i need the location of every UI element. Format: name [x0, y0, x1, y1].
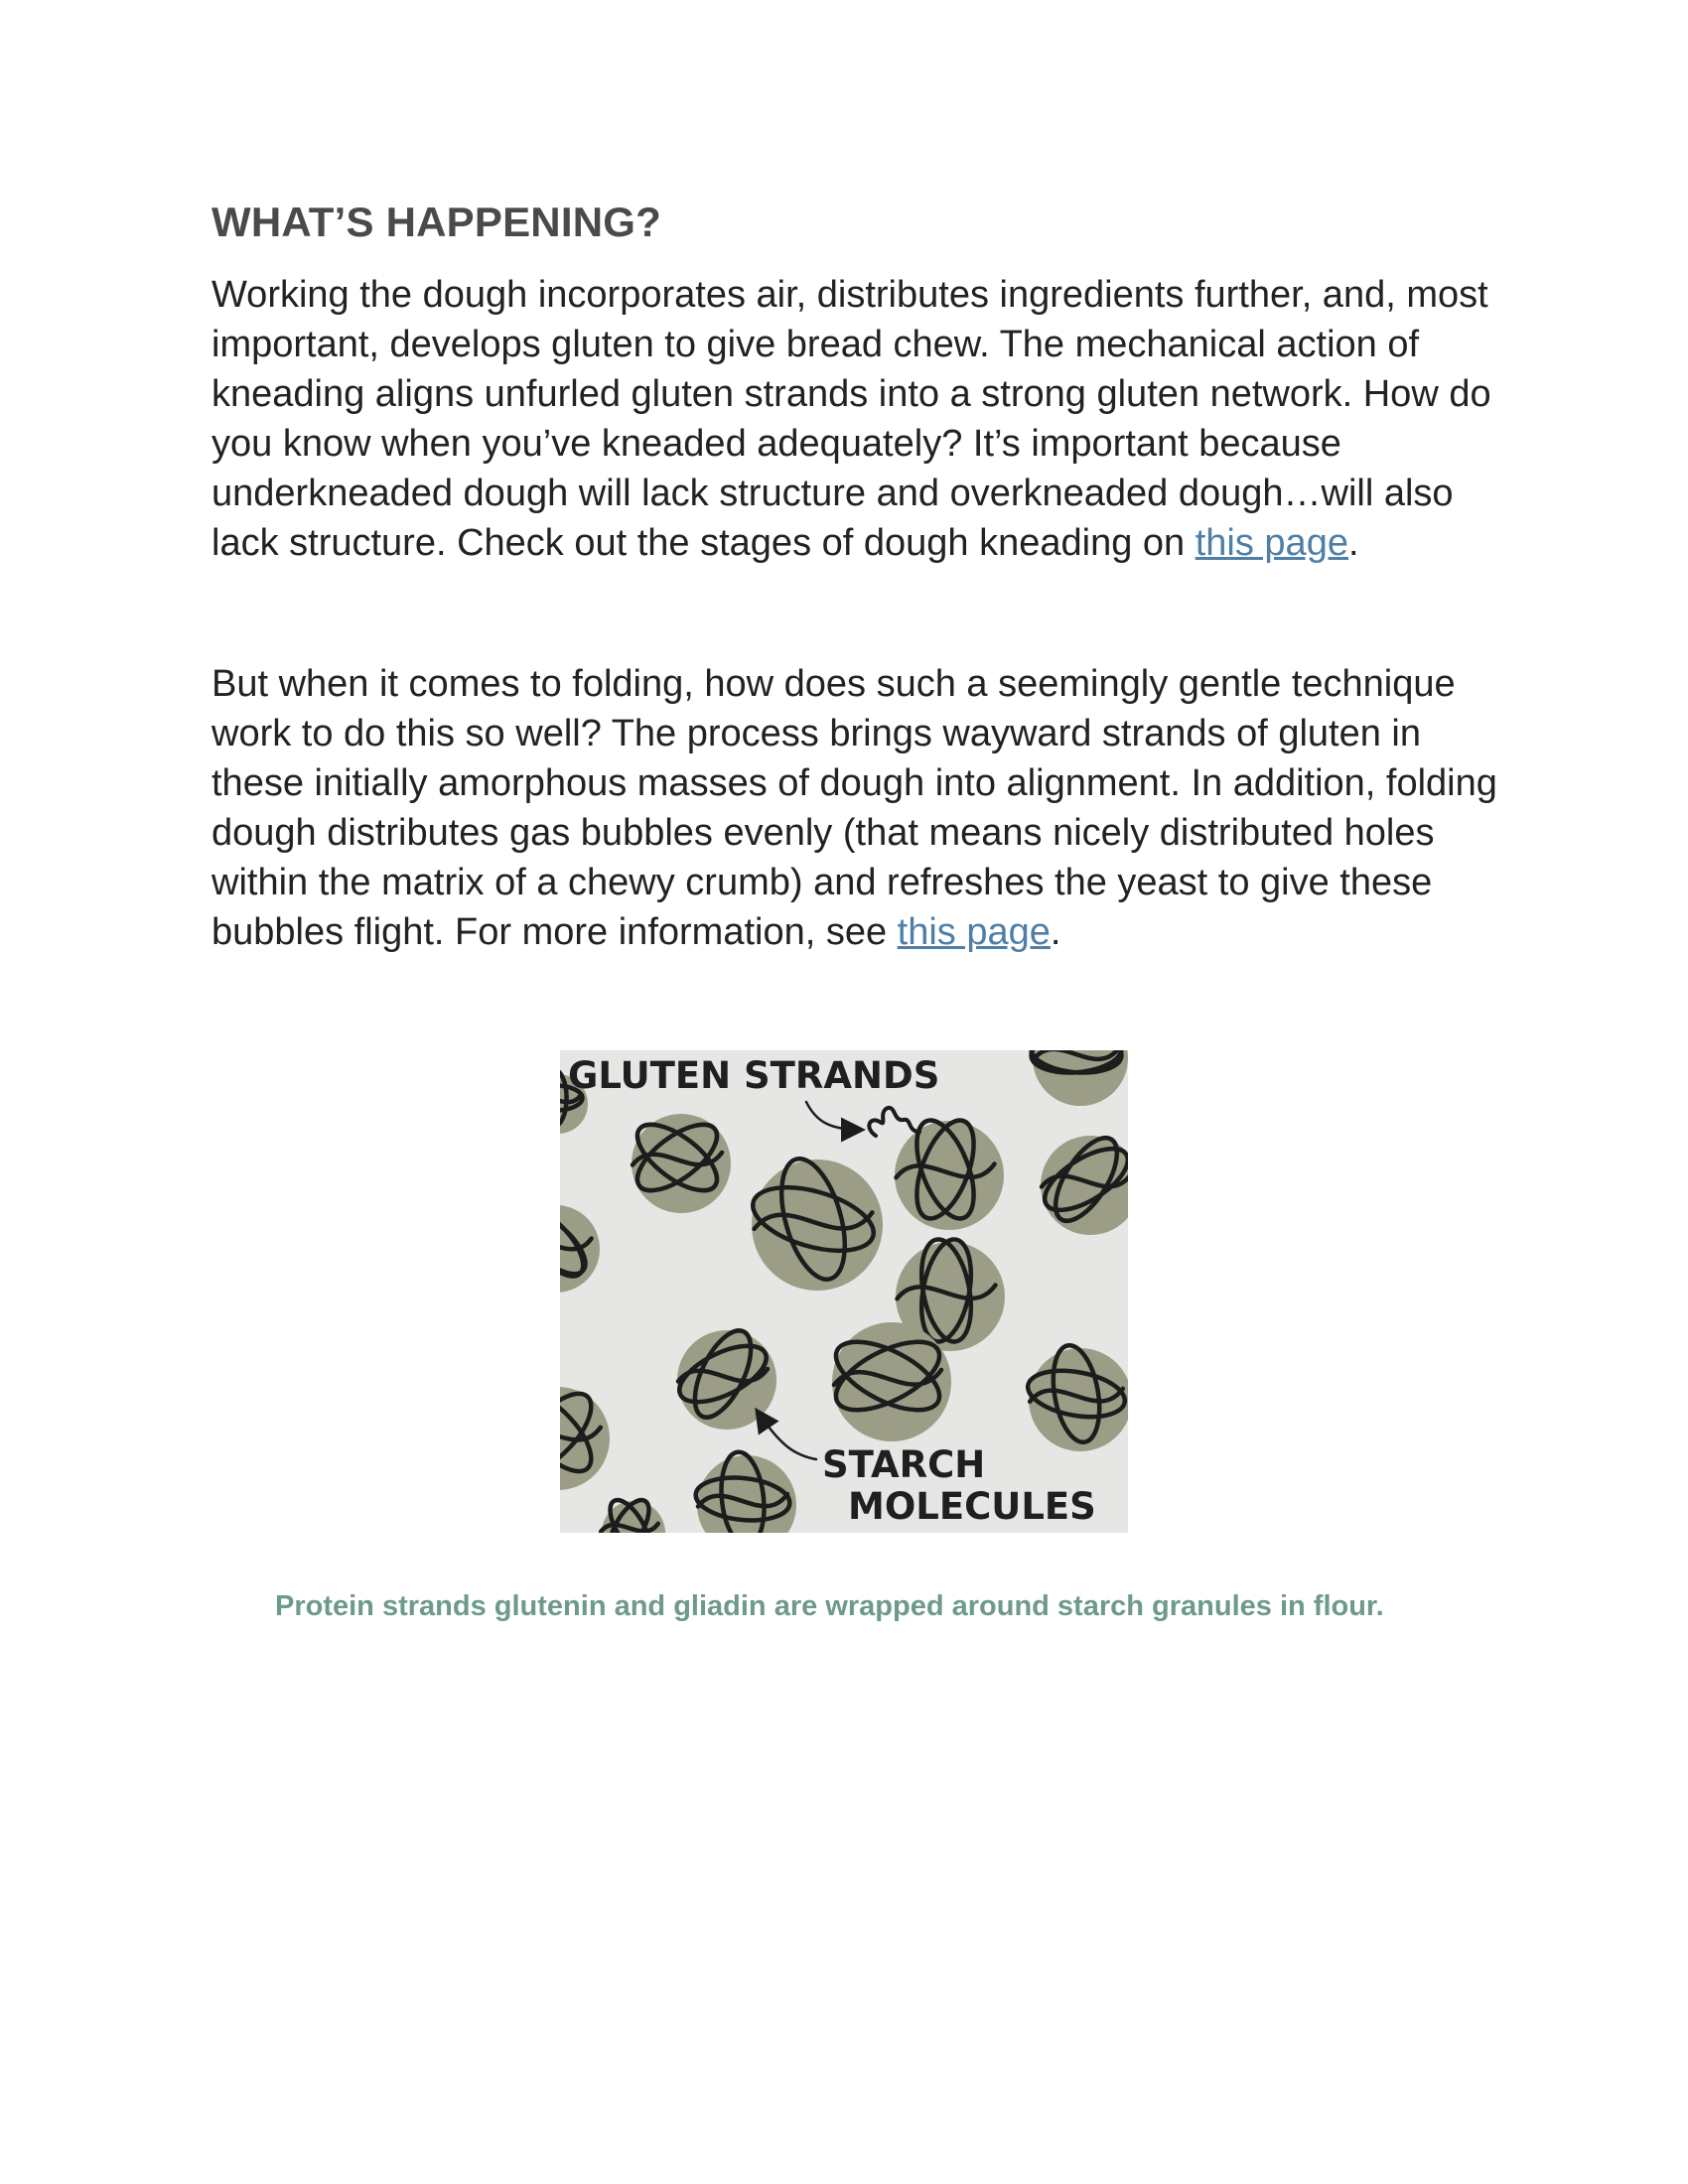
gluten-arrow — [806, 1102, 861, 1130]
starch-granule — [694, 1450, 796, 1533]
starch-granule — [895, 1113, 1004, 1230]
starch-granule — [560, 1200, 600, 1293]
molecules-label: MOLECULES — [848, 1485, 1096, 1528]
starch-granule — [1025, 1342, 1128, 1451]
starch-granule — [826, 1322, 951, 1441]
gluten-strands-label: GLUTEN STRANDS — [568, 1054, 940, 1097]
paragraph-kneading — [211, 270, 1502, 568]
gluten-squiggle — [869, 1108, 919, 1136]
starch-arrow — [758, 1412, 816, 1459]
folding-info-link[interactable]: this page — [897, 911, 1051, 953]
paragraph-kneading-text: Working the dough incorporates air, distributes ingredients further, and, most important, develops gluten to give bread chew. The mechanical action of kneading aligns unfurled gluten strands into a strong gluten network. How do you know when you’ve kneaded adequately? It’s important because underkneaded dough will lack structure and overkneaded dough…will also lack structure. Check out the stages of dough kneading on — [211, 274, 1491, 564]
figure-caption: Protein strands glutenin and gliadin are wrapped around starch granules in flour. — [275, 1590, 1384, 1622]
starch-granule — [1036, 1129, 1128, 1235]
illustration-svg — [560, 1050, 1128, 1533]
starch-granule — [671, 1322, 776, 1430]
starch-granule — [627, 1113, 731, 1213]
section-heading: WHAT’S HAPPENING? — [211, 199, 661, 245]
kneading-stages-link[interactable]: this page — [1195, 522, 1348, 564]
starch-label: STARCH — [822, 1443, 986, 1486]
starch-granule — [1030, 1050, 1128, 1106]
starch-granule — [601, 1494, 665, 1533]
starch-granule — [560, 1382, 610, 1490]
paragraph-folding-end: . — [1050, 911, 1061, 953]
gluten-starch-illustration — [560, 1050, 1128, 1533]
paragraph-folding — [211, 659, 1502, 957]
starch-granule — [746, 1152, 883, 1291]
paragraph-folding-text: But when it comes to folding, how does such a seemingly gentle technique work to do this so well? The process brings wayward strands of gluten in these initially amorphous masses of dough into alignment. In addition, folding dough distributes gas bubbles evenly (that means nicely distributed holes within the matrix of a chewy crumb) and refreshes the yeast to give these bubbles flight. For more information, see — [211, 663, 1497, 953]
paragraph-kneading-end: . — [1347, 522, 1359, 564]
